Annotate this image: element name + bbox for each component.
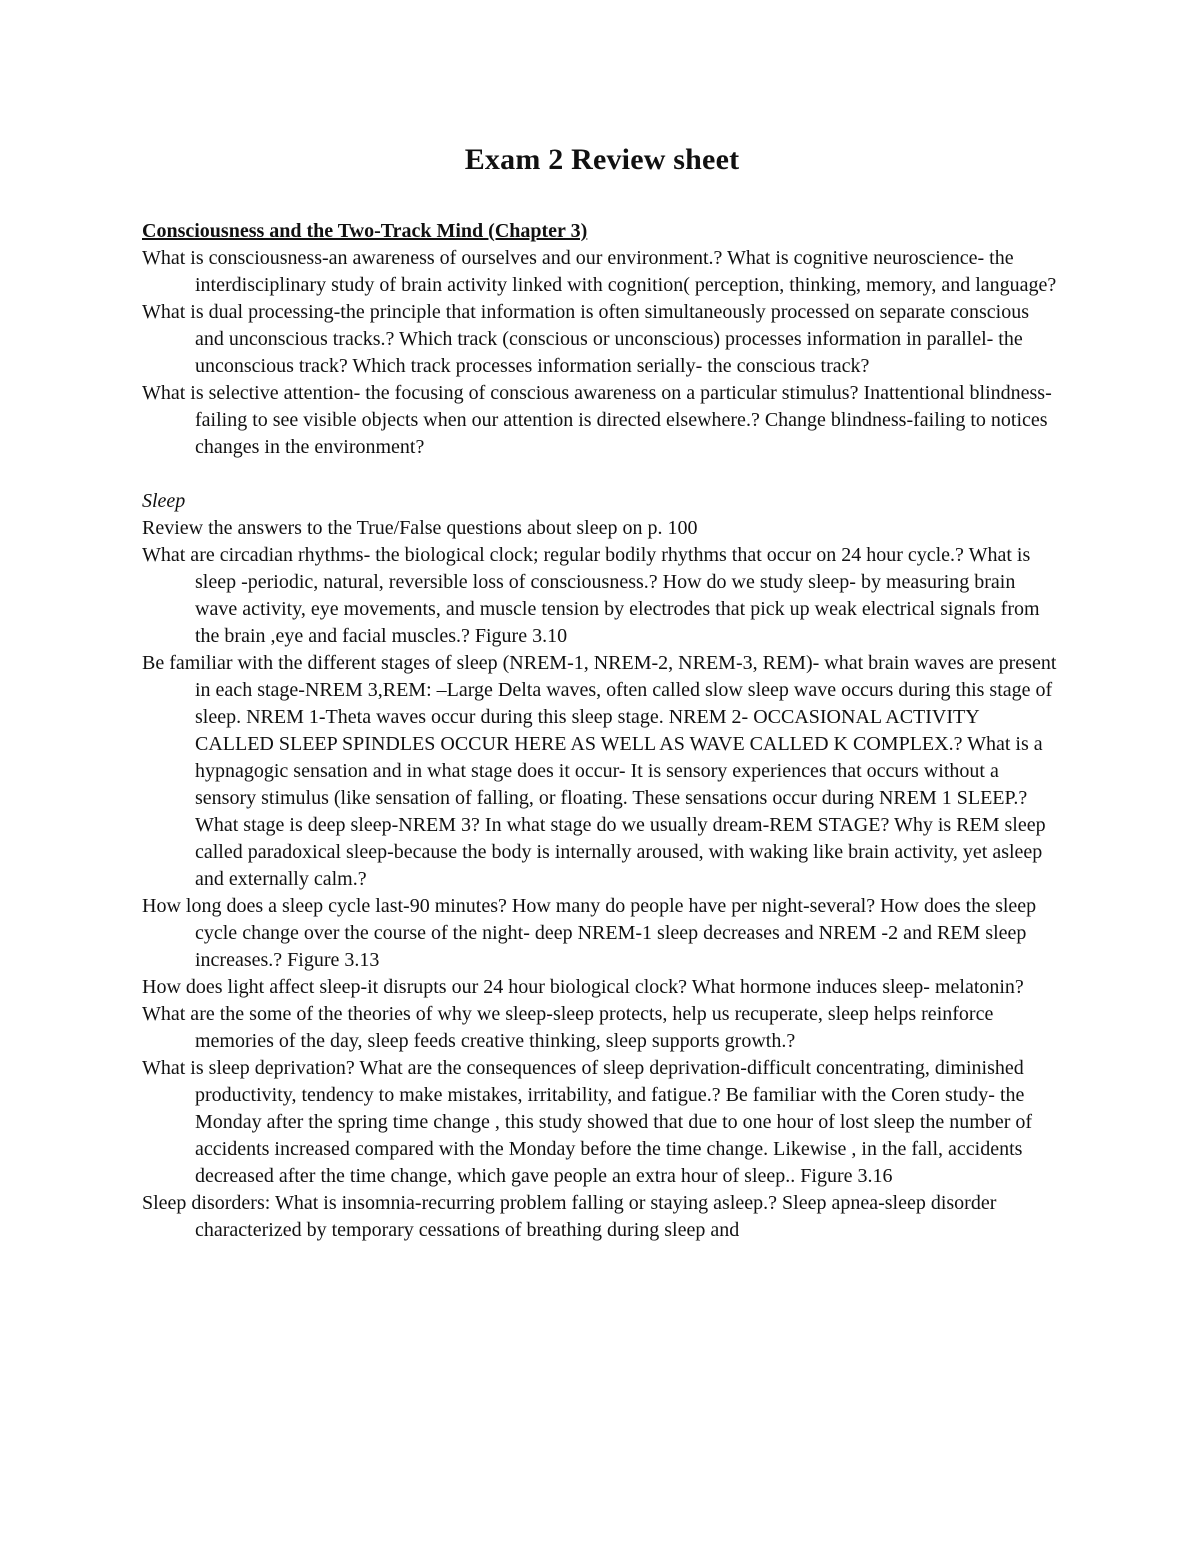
paragraph-consciousness: What is consciousness-an awareness of ourselves and our environment.? What is cognitive neuroscience- the interdisciplinary study of brain activity linked with cognition( perception, thinking, memory, and language? <box>142 247 1057 296</box>
section-heading-sleep: Sleep <box>142 490 186 512</box>
paragraph-sleep-theories: What are the some of the theories of why we sleep-sleep protects, help us recuperate, sleep helps reinforce memories of the day, sleep feeds creative thinking, sleep supports growth.? <box>142 1003 994 1052</box>
paragraph-sleep-deprivation: What is sleep deprivation? What are the consequences of sleep deprivation-difficult concentrating, diminished productivity, tendency to make mistakes, irritability, and fatigue.? Be familiar with the Coren study- the Monday after the spring time change , this study showed that due to one hour of lost sleep the number of accidents increased compared with the Monday before the time change. Likewise , in the fall, accidents decreased after the time change, which gave people an extra hour of sleep.. Figure 3.16 <box>142 1057 1033 1187</box>
section-spacer <box>142 461 1062 488</box>
document-title: Exam 2 Review sheet <box>464 143 740 176</box>
paragraph-dual-processing: What is dual processing-the principle that information is often simultaneously processed on separate conscious and unconscious tracks.? Which track (conscious or unconscious) processes information in parallel- the unconscious track? Which track processes information serially- the conscious track? <box>142 301 1029 377</box>
paragraph-sleep-stages: Be familiar with the different stages of sleep (NREM-1, NREM-2, NREM-3, REM)- what brain waves are present in each stage-NREM 3,REM: –Large Delta waves, often called slow sleep wave occurs during this stage of sleep. NREM 1-Theta waves occur during this sleep stage. NREM 2- OCCASIONAL ACTIVITY CALLED SLEEP SPINDLES OCCUR HERE AS WELL AS WAVE CALLED K COMPLEX.? What is a hypnagogic sensation and in what stage does it occur- It is sensory experiences that occurs without a sensory stimulus (like sensation of falling, or floating. These sensations occur during NREM 1 SLEEP.? What stage is deep sleep-NREM 3? In what stage do we usually dream-REM STAGE? Why is REM sleep called paradoxical sleep-because the body is internally aroused, with waking like brain activity, yet asleep and externally calm.? <box>142 652 1057 890</box>
section-heading-consciousness: Consciousness and the Two-Track Mind (Chapter 3) <box>142 220 588 242</box>
paragraph-circadian-rhythms: What are circadian rhythms- the biological clock; regular bodily rhythms that occur on 24 hour cycle.? What is sleep -periodic, natural, reversible loss of consciousness.? How do we study sleep- by measuring brain wave activity, eye movements, and muscle tension by electrodes that pick up weak electrical signals from the brain ,eye and facial muscles.? Figure 3.10 <box>142 544 1040 647</box>
paragraph-sleep-disorders: Sleep disorders: What is insomnia-recurring problem falling or staying asleep.? Sleep apnea-sleep disorder characterized by temporary cessations of breathing during sleep and <box>142 1192 997 1241</box>
paragraph-sleep-cycle: How long does a sleep cycle last-90 minutes? How many do people have per night-several? How does the sleep cycle change over the course of the night- deep NREM-1 sleep decreases and NREM -2 and REM sleep increases.? Figure 3.13 <box>142 895 1037 971</box>
paragraph-review-true-false: Review the answers to the True/False questions about sleep on p. 100 <box>142 517 698 539</box>
paragraph-selective-attention: What is selective attention- the focusing of conscious awareness on a particular stimulus? Inattentional blindness- failing to see visible objects when our attention is directed elsewhere.? Change blindness-failing to notices changes in the environment? <box>142 382 1052 458</box>
document-body <box>142 140 1062 1244</box>
paragraph-light-and-sleep: How does light affect sleep-it disrupts our 24 hour biological clock? What hormone induces sleep- melatonin? <box>142 976 1024 998</box>
